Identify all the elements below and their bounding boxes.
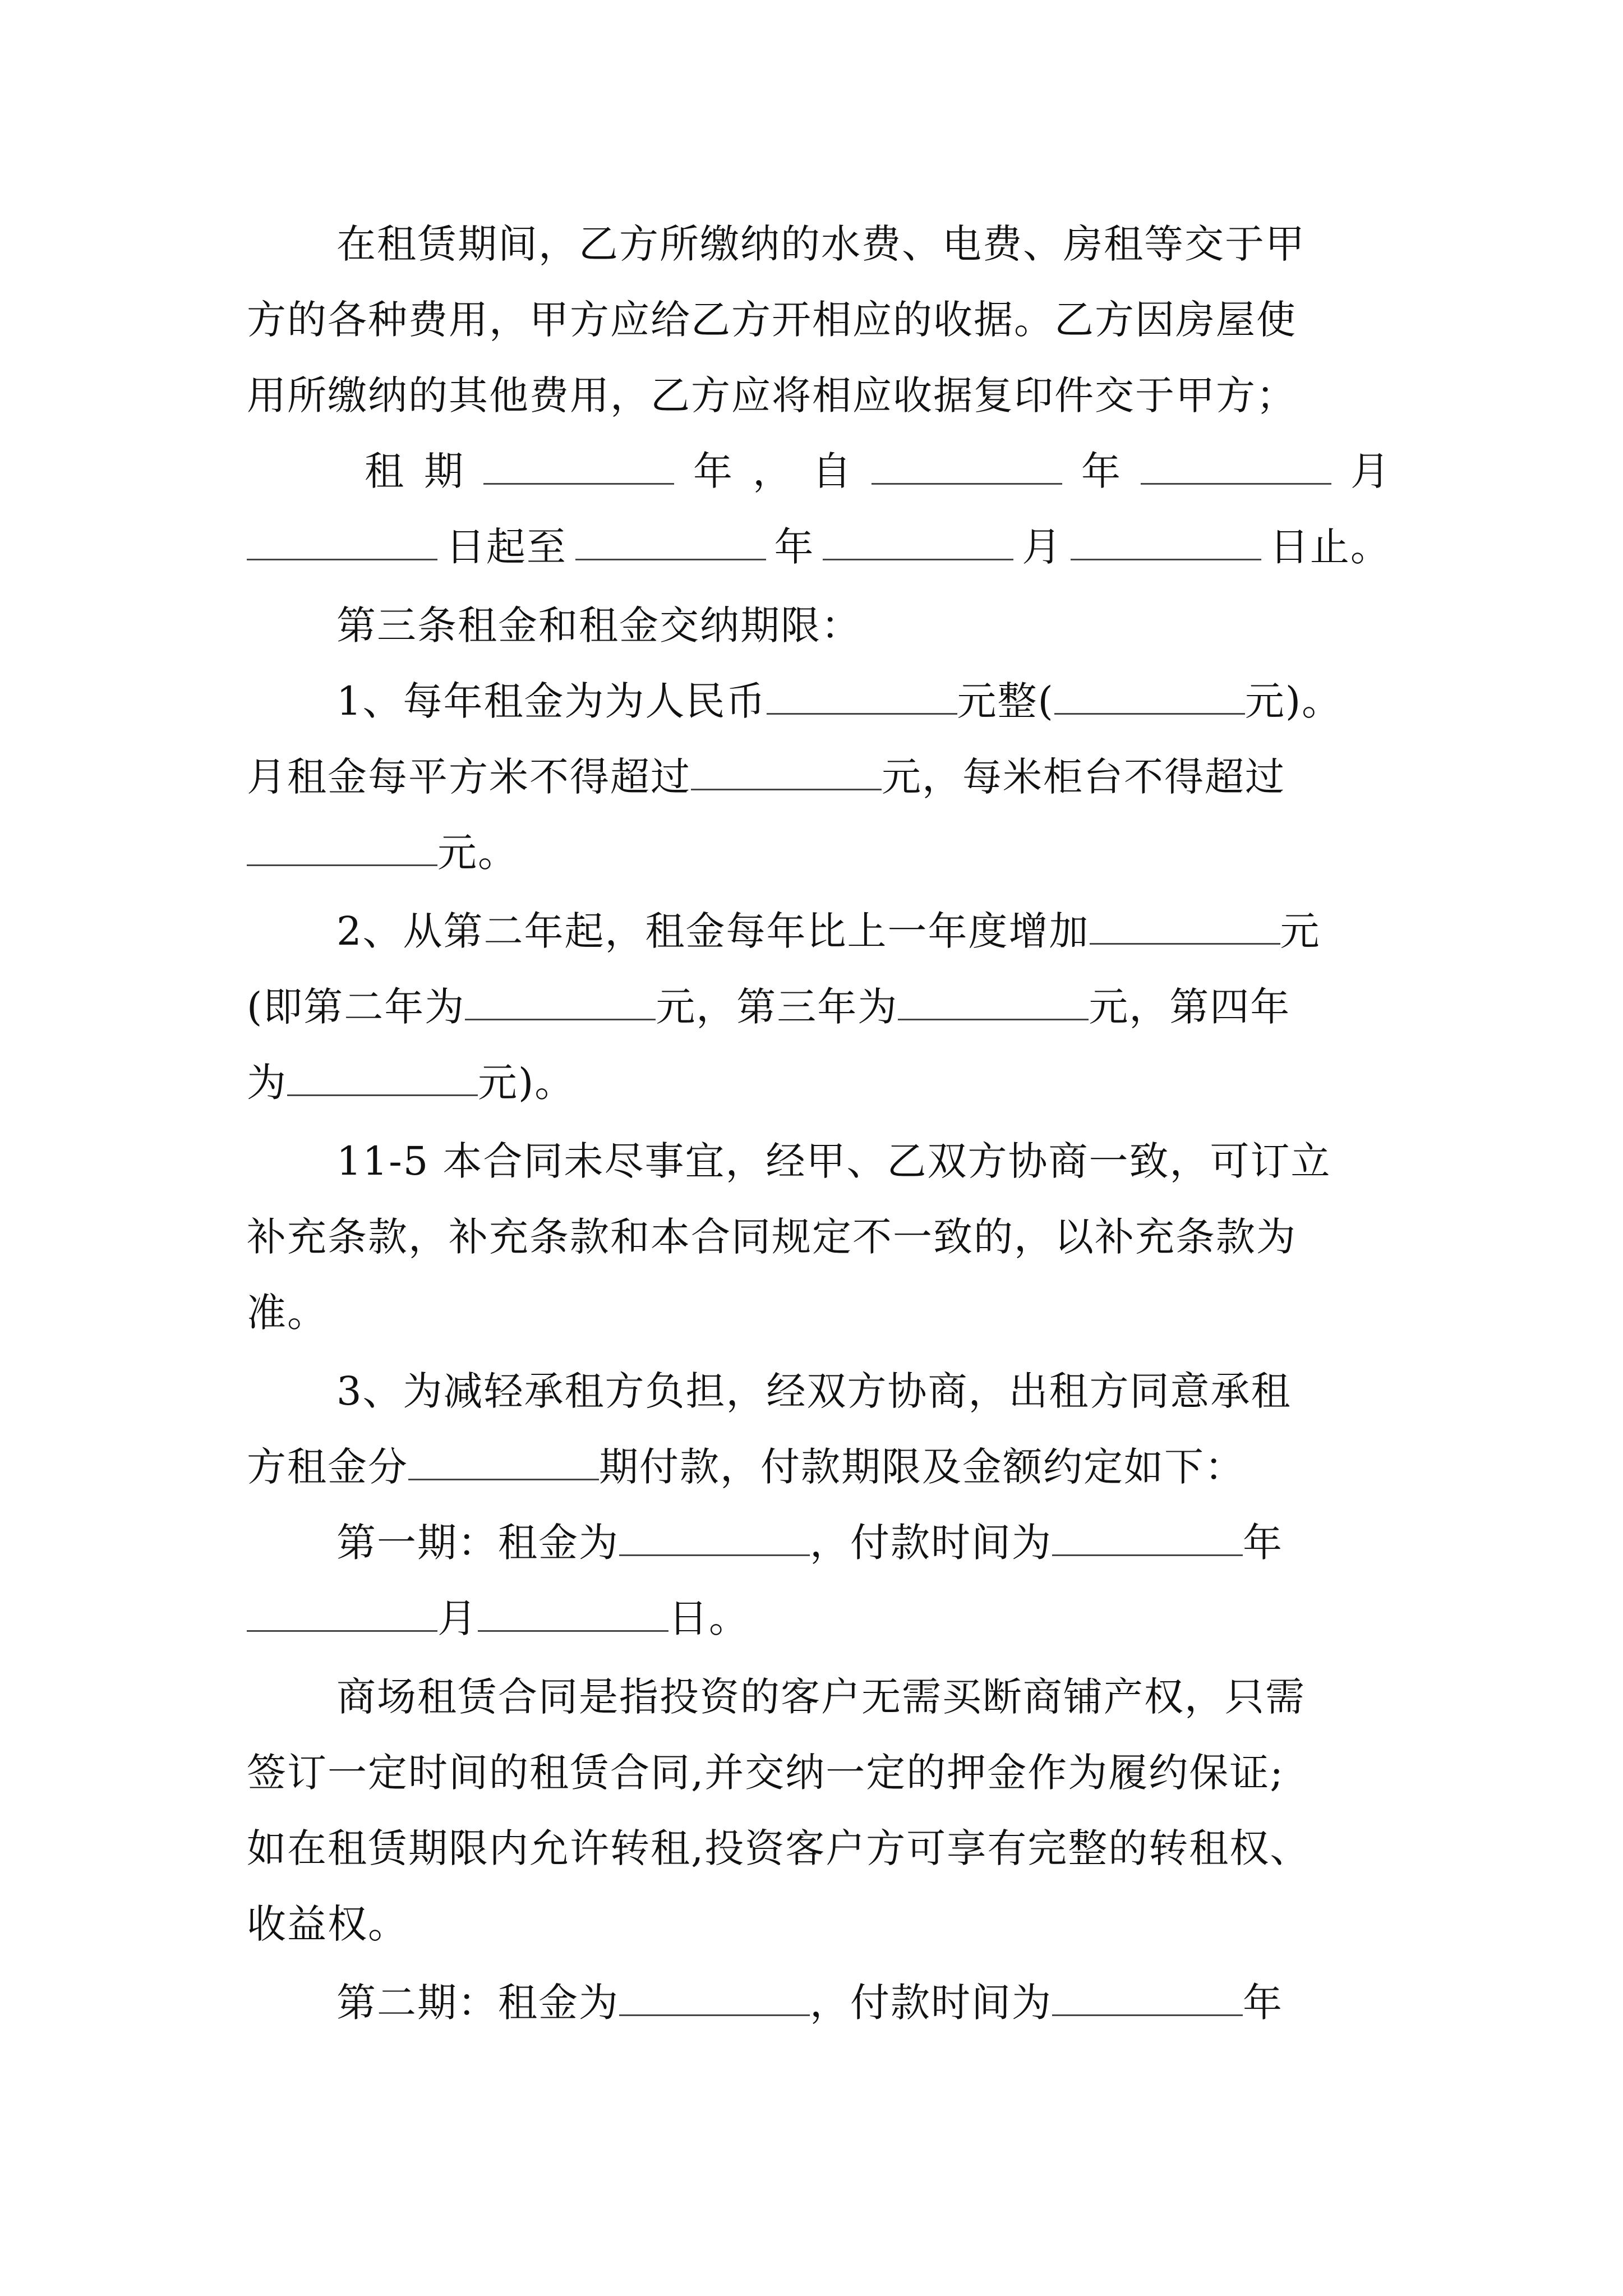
sqm-rent-blank (691, 755, 882, 790)
paragraph-line: 收益权。 (247, 1901, 408, 1947)
item1-line1 (336, 662, 1391, 740)
paragraph-line: 3、为减轻承租方负担，经双方协商，出租方同意承租 (336, 1368, 1292, 1414)
paragraph-line: 方的各种费用，甲方应给乙方开相应的收据。乙方因房屋使 (247, 297, 1297, 343)
text: 元，第三年为 (656, 984, 898, 1030)
term-label: 年 (1081, 448, 1122, 494)
period1-line2 (247, 1579, 1391, 1658)
end-year-blank (575, 525, 766, 560)
term-label-qi: 期 (424, 448, 464, 494)
text: 元，每米柜台不得超过 (882, 754, 1285, 800)
term-label: 日起至 (445, 524, 567, 570)
text: 第一期：租金为 (336, 1520, 619, 1566)
text: 元 (1280, 908, 1321, 954)
annual-rent-figure-blank (1054, 679, 1245, 715)
item3-line2 (247, 1428, 1391, 1506)
paragraph-line: 商场租赁合同是指投资的客户无需买断商铺产权，只需 (336, 1674, 1306, 1720)
text: 元)。 (478, 1060, 575, 1106)
text: ，付款时间为 (810, 1520, 1052, 1566)
term-line (365, 432, 1391, 510)
term-line-2 (247, 508, 1391, 586)
text: ，付款时间为 (810, 1980, 1052, 2026)
year4-blank (287, 1061, 478, 1096)
paragraph-line: 在租赁期间，乙方所缴纳的水费、电费、房租等交于甲 (336, 221, 1306, 267)
paragraph-line: 签订一定时间的租赁合同,并交纳一定的押金作为履约保证; (247, 1750, 1284, 1796)
term-label: 年 (774, 524, 815, 570)
period2-line1 (336, 1963, 1391, 2042)
term-label: 月 (1350, 448, 1391, 494)
text: 日。 (668, 1595, 749, 1641)
period1-day-blank (478, 1596, 668, 1632)
increase-blank (1090, 909, 1280, 945)
text: 第二期：租金为 (336, 1980, 619, 2026)
text: 年 (1243, 1520, 1283, 1566)
text: 元)。 (1244, 678, 1343, 724)
annual-rent-blank (767, 679, 957, 715)
end-month-blank (823, 525, 1013, 560)
text: 元。 (437, 830, 518, 876)
term-label-zu: 租 (365, 448, 405, 494)
text: 月租金每平方米不得超过 (247, 754, 691, 800)
item1-line3 (247, 813, 1391, 892)
item2-line3 (247, 1043, 1391, 1122)
text: 元，第四年 (1089, 984, 1291, 1030)
term-label: ， (753, 448, 793, 494)
term-years-blank (483, 449, 674, 485)
term-label: 日止。 (1269, 524, 1391, 570)
text: 月 (437, 1595, 478, 1641)
start-month-blank (1141, 449, 1331, 485)
text: 期付款，付款期限及金额约定如下： (599, 1444, 1245, 1490)
item1-line2 (247, 738, 1391, 816)
paragraph-line: 如在租赁期限内允许转租,投资客户方可享有完整的转租权、 (247, 1825, 1311, 1871)
text: 年 (1243, 1980, 1283, 2026)
text: 元整( (957, 678, 1054, 724)
paragraph-line: 准。 (247, 1290, 328, 1336)
period1-month-blank (247, 1596, 437, 1632)
text: 2、从第二年起，租金每年比上一年度增加 (336, 908, 1090, 954)
article-heading: 第三条租金和租金交纳期限： (336, 602, 861, 648)
term-label: 自 (812, 448, 852, 494)
text: 方租金分 (247, 1444, 408, 1490)
paragraph-line: 补充条款，补充条款和本合同规定不一致的，以补充条款为 (247, 1214, 1297, 1260)
year2-blank (465, 985, 656, 1020)
term-label: 年 (693, 448, 734, 494)
paragraph-line: 11-5 本合同未尽事宜，经甲、乙双方协商一致，可订立 (336, 1138, 1331, 1184)
period2-amount-blank (619, 1981, 810, 2016)
period1-line1 (336, 1503, 1391, 1582)
period1-amount-blank (619, 1521, 810, 1556)
item2-line2 (247, 968, 1391, 1046)
end-day-blank (1071, 525, 1261, 560)
item2-line1 (336, 892, 1391, 970)
text: 1、每年租金为为人民币 (336, 678, 767, 724)
period1-year-blank (1052, 1521, 1243, 1556)
installments-blank (408, 1445, 599, 1480)
year3-blank (898, 985, 1089, 1020)
period2-year-blank (1052, 1981, 1243, 2016)
counter-rent-blank (247, 831, 437, 866)
text: (即第二年为 (247, 984, 465, 1030)
term-label: 月 (1022, 524, 1063, 570)
text: 为 (247, 1060, 287, 1106)
start-day-blank (247, 525, 437, 560)
paragraph-line: 用所缴纳的其他费用，乙方应将相应收据复印件交于甲方； (247, 372, 1297, 418)
start-year-blank (872, 449, 1062, 485)
